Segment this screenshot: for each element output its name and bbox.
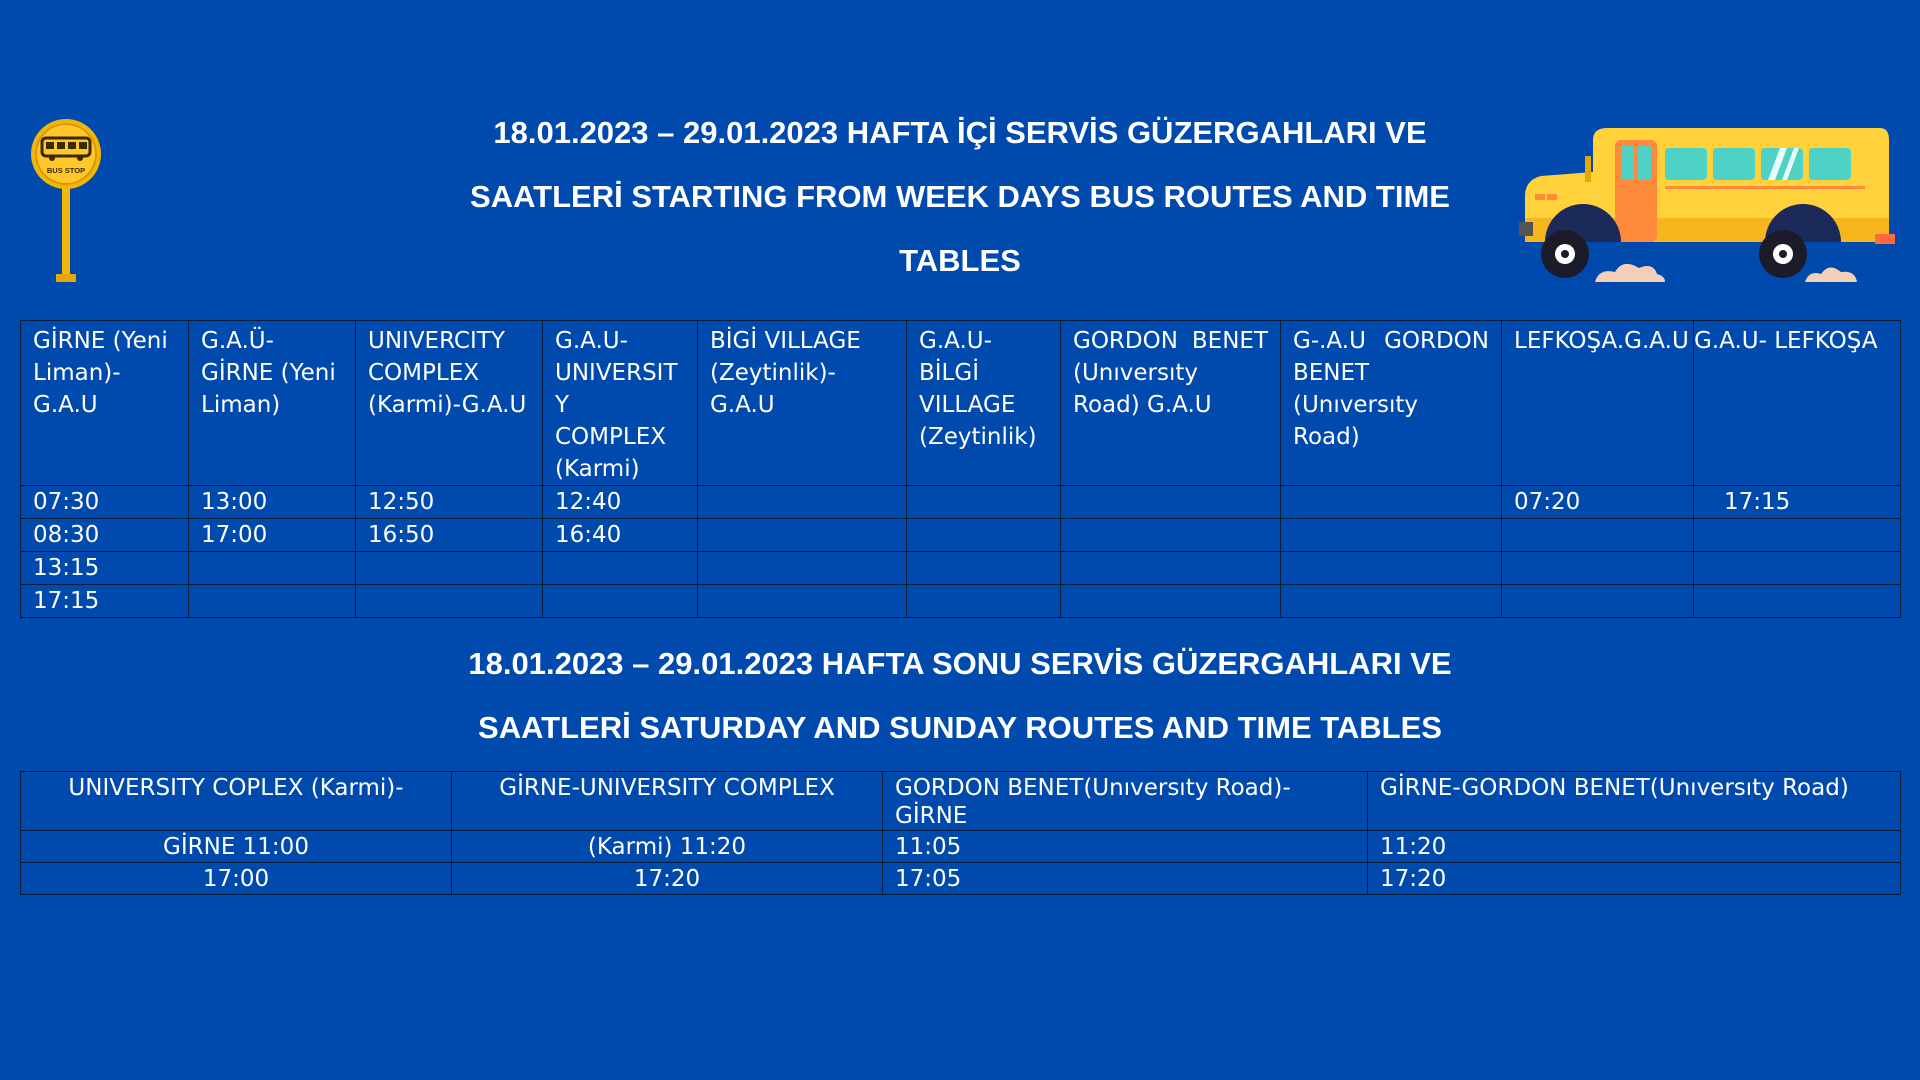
time-cell: 17:20	[1368, 863, 1901, 895]
time-cell	[543, 552, 698, 585]
time-cell	[1502, 552, 1694, 585]
time-cell	[907, 486, 1061, 519]
weekday-header-row	[21, 321, 1901, 486]
table-row	[21, 519, 1901, 552]
time-cell	[698, 486, 907, 519]
route-header: G.A.U- UNIVERSIT Y COMPLEX (Karmi)	[543, 321, 698, 486]
table-row	[21, 585, 1901, 618]
time-cell	[1281, 585, 1502, 618]
time-cell: 17:00	[21, 863, 452, 895]
time-cell	[1061, 585, 1281, 618]
time-cell	[1061, 519, 1281, 552]
time-cell: 12:40	[543, 486, 698, 519]
time-cell	[1502, 585, 1694, 618]
route-header: GORDON BENET (Unıversıty Road) G.A.U	[1061, 321, 1281, 486]
time-cell	[907, 552, 1061, 585]
weekend-title-line-2: SAATLERİ SATURDAY AND SUNDAY ROUTES AND TIME TABLES	[478, 710, 1442, 745]
time-cell	[189, 552, 356, 585]
time-cell: 13:00	[189, 486, 356, 519]
route-header: GİRNE (Yeni Liman)- G.A.U	[21, 321, 189, 486]
time-cell: 17:20	[452, 863, 883, 895]
route-header: UNIVERCITY COMPLEX (Karmi)-G.A.U	[356, 321, 543, 486]
time-cell: 16:50	[356, 519, 543, 552]
time-cell	[1281, 486, 1502, 519]
time-cell: 13:15	[21, 552, 189, 585]
table-row	[21, 486, 1901, 519]
time-cell	[1694, 519, 1901, 552]
route-header: BİGİ VILLAGE (Zeytinlik)-G.A.U	[698, 321, 907, 486]
time-cell	[1061, 552, 1281, 585]
time-cell	[1694, 552, 1901, 585]
route-cell: GİRNE-GORDON BENET(Unıversıty Road)	[1368, 772, 1901, 831]
weekend-timetable	[20, 771, 1901, 895]
time-cell	[698, 552, 907, 585]
time-cell	[907, 519, 1061, 552]
time-cell: 16:40	[543, 519, 698, 552]
route-header: G-.A.U GORDON BENET (Unıversıty Road)	[1281, 321, 1502, 486]
time-cell: 11:05	[883, 831, 1368, 863]
weekend-title	[0, 632, 1920, 760]
table-row	[21, 831, 1901, 863]
time-cell	[356, 552, 543, 585]
table-row	[21, 863, 1901, 895]
weekday-title-line-3: TABLES	[899, 243, 1021, 278]
time-cell: 07:20	[1502, 486, 1694, 519]
weekday-timetable	[20, 320, 1901, 618]
time-cell	[356, 585, 543, 618]
time-cell	[1502, 519, 1694, 552]
weekend-title-line-1: 18.01.2023 – 29.01.2023 HAFTA SONU SERVİS GÜZERGAHLARI VE	[468, 646, 1452, 681]
time-cell	[1281, 519, 1502, 552]
route-header: G.A.Ü-GİRNE (Yeni Liman)	[189, 321, 356, 486]
time-cell	[698, 519, 907, 552]
time-cell	[1694, 585, 1901, 618]
weekday-title-line-1: 18.01.2023 – 29.01.2023 HAFTA İÇİ SERVİS GÜZERGAHLARI VE	[493, 115, 1427, 150]
time-cell: 17:15	[1694, 486, 1901, 519]
time-cell: (Karmi) 11:20	[452, 831, 883, 863]
time-cell: 08:30	[21, 519, 189, 552]
table-row	[21, 772, 1901, 831]
route-header: LEFKOŞA.G.A.U	[1502, 321, 1694, 486]
route-cell: GİRNE-UNIVERSITY COMPLEX	[452, 772, 883, 831]
time-cell	[543, 585, 698, 618]
time-cell: 12:50	[356, 486, 543, 519]
time-cell: 17:00	[189, 519, 356, 552]
time-cell: 17:05	[883, 863, 1368, 895]
route-cell: GORDON BENET(Unıversıty Road)-GİRNE	[883, 772, 1368, 831]
school-bus-icon	[1515, 122, 1895, 290]
time-cell	[1281, 552, 1502, 585]
time-cell: 11:20	[1368, 831, 1901, 863]
route-header: G.A.U-BİLGİ VILLAGE (Zeytinlik)	[907, 321, 1061, 486]
time-cell	[1061, 486, 1281, 519]
bus-stop-text: BUS STOP	[46, 166, 86, 175]
time-cell	[698, 585, 907, 618]
route-header: G.A.U- LEFKOŞA	[1694, 321, 1901, 486]
table-row	[21, 552, 1901, 585]
time-cell	[907, 585, 1061, 618]
route-cell: UNIVERSITY COPLEX (Karmi)-	[21, 772, 452, 831]
time-cell: 07:30	[21, 486, 189, 519]
weekday-title-line-2: SAATLERİ STARTING FROM WEEK DAYS BUS ROUTES AND TIME	[470, 179, 1450, 214]
time-cell: 17:15	[21, 585, 189, 618]
time-cell	[189, 585, 356, 618]
time-cell: GİRNE 11:00	[21, 831, 452, 863]
